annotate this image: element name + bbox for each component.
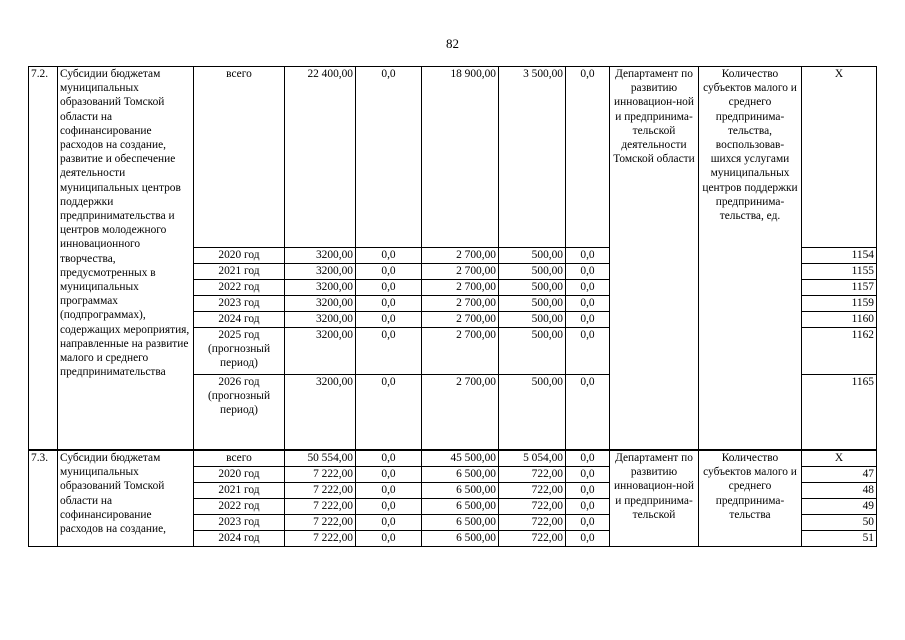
- regional-cell: 2 700,00: [422, 312, 499, 328]
- extrabudget-cell: 0,0: [566, 280, 610, 296]
- total-cell: 3200,00: [285, 328, 356, 375]
- total-cell: 50 554,00: [285, 450, 356, 467]
- period-cell: 2024 год: [194, 531, 285, 547]
- federal-cell: 0,0: [356, 515, 422, 531]
- item-number: 7.2.: [29, 67, 58, 451]
- regional-cell: 18 900,00: [422, 67, 499, 248]
- extrabudget-cell: 0,0: [566, 483, 610, 499]
- federal-cell: 0,0: [356, 264, 422, 280]
- extrabudget-cell: 0,0: [566, 499, 610, 515]
- item-name: Субсидии бюджетам муниципальных образований Томской области на софинансирование расходов на создание,: [58, 450, 194, 547]
- period-cell: 2024 год: [194, 312, 285, 328]
- federal-cell: 0,0: [356, 312, 422, 328]
- federal-cell: 0,0: [356, 483, 422, 499]
- extrabudget-cell: 0,0: [566, 531, 610, 547]
- table-row: [29, 67, 877, 248]
- indicator-value: 51: [802, 531, 877, 547]
- federal-cell: 0,0: [356, 328, 422, 375]
- regional-cell: 6 500,00: [422, 467, 499, 483]
- local-cell: 500,00: [499, 296, 566, 312]
- local-cell: 500,00: [499, 375, 566, 451]
- extrabudget-cell: 0,0: [566, 67, 610, 248]
- indicator-value: 1155: [802, 264, 877, 280]
- period-cell: 2020 год: [194, 467, 285, 483]
- budget-table: [28, 66, 877, 547]
- period-cell: 2020 год: [194, 248, 285, 264]
- indicator-value: 50: [802, 515, 877, 531]
- local-cell: 722,00: [499, 499, 566, 515]
- total-cell: 3200,00: [285, 296, 356, 312]
- extrabudget-cell: 0,0: [566, 328, 610, 375]
- extrabudget-cell: 0,0: [566, 467, 610, 483]
- federal-cell: 0,0: [356, 467, 422, 483]
- extrabudget-cell: 0,0: [566, 450, 610, 467]
- federal-cell: 0,0: [356, 450, 422, 467]
- indicator-value: 47: [802, 467, 877, 483]
- extrabudget-cell: 0,0: [566, 264, 610, 280]
- federal-cell: 0,0: [356, 375, 422, 451]
- local-cell: 500,00: [499, 264, 566, 280]
- indicator-value: 1159: [802, 296, 877, 312]
- regional-cell: 2 700,00: [422, 328, 499, 375]
- indicator-value: 1162: [802, 328, 877, 375]
- total-cell: 3200,00: [285, 280, 356, 296]
- extrabudget-cell: 0,0: [566, 515, 610, 531]
- period-cell: 2023 год: [194, 515, 285, 531]
- period-cell: всего: [194, 67, 285, 248]
- period-cell: 2022 год: [194, 499, 285, 515]
- local-cell: 5 054,00: [499, 450, 566, 467]
- indicator-name: Количество субъектов малого и среднего предпринима-тельства, воспользовав-шихся услугами муниципальных центров поддержки предпринима-тельства, ед.: [699, 67, 802, 451]
- indicator-value: X: [802, 67, 877, 248]
- local-cell: 722,00: [499, 483, 566, 499]
- regional-cell: 6 500,00: [422, 483, 499, 499]
- total-cell: 3200,00: [285, 248, 356, 264]
- responsible-executor: Департамент по развитию инновацион-ной и предпринима-тельской: [610, 450, 699, 547]
- period-cell: всего: [194, 450, 285, 467]
- indicator-value: 1154: [802, 248, 877, 264]
- local-cell: 500,00: [499, 312, 566, 328]
- total-cell: 7 222,00: [285, 467, 356, 483]
- extrabudget-cell: 0,0: [566, 248, 610, 264]
- local-cell: 500,00: [499, 328, 566, 375]
- page-number: 82: [446, 36, 459, 51]
- local-cell: 722,00: [499, 515, 566, 531]
- total-cell: 3200,00: [285, 375, 356, 451]
- period-cell: 2022 год: [194, 280, 285, 296]
- regional-cell: 2 700,00: [422, 248, 499, 264]
- extrabudget-cell: 0,0: [566, 375, 610, 451]
- item-number: 7.3.: [29, 450, 58, 547]
- indicator-value: 1157: [802, 280, 877, 296]
- period-cell: 2023 год: [194, 296, 285, 312]
- regional-cell: 45 500,00: [422, 450, 499, 467]
- regional-cell: 2 700,00: [422, 296, 499, 312]
- indicator-value: 1160: [802, 312, 877, 328]
- regional-cell: 6 500,00: [422, 515, 499, 531]
- indicator-value: X: [802, 450, 877, 467]
- period-cell: 2026 год (прогнозный период): [194, 375, 285, 451]
- extrabudget-cell: 0,0: [566, 312, 610, 328]
- extrabudget-cell: 0,0: [566, 296, 610, 312]
- total-cell: 7 222,00: [285, 515, 356, 531]
- federal-cell: 0,0: [356, 296, 422, 312]
- federal-cell: 0,0: [356, 499, 422, 515]
- period-cell: 2021 год: [194, 483, 285, 499]
- total-cell: 3200,00: [285, 264, 356, 280]
- federal-cell: 0,0: [356, 531, 422, 547]
- regional-cell: 2 700,00: [422, 375, 499, 451]
- regional-cell: 6 500,00: [422, 531, 499, 547]
- responsible-executor: Департамент по развитию инновацион-ной и предпринима-тельской деятельности Томской области: [610, 67, 699, 451]
- indicator-value: 48: [802, 483, 877, 499]
- federal-cell: 0,0: [356, 67, 422, 248]
- local-cell: 500,00: [499, 280, 566, 296]
- table-row: [29, 450, 877, 467]
- total-cell: 7 222,00: [285, 483, 356, 499]
- local-cell: 500,00: [499, 248, 566, 264]
- regional-cell: 6 500,00: [422, 499, 499, 515]
- indicator-name: Количество субъектов малого и среднего предпринима-тельства: [699, 450, 802, 547]
- period-cell: 2021 год: [194, 264, 285, 280]
- total-cell: 7 222,00: [285, 531, 356, 547]
- regional-cell: 2 700,00: [422, 280, 499, 296]
- local-cell: 722,00: [499, 531, 566, 547]
- total-cell: 22 400,00: [285, 67, 356, 248]
- regional-cell: 2 700,00: [422, 264, 499, 280]
- federal-cell: 0,0: [356, 248, 422, 264]
- indicator-value: 49: [802, 499, 877, 515]
- indicator-value: 1165: [802, 375, 877, 451]
- total-cell: 7 222,00: [285, 499, 356, 515]
- period-cell: 2025 год (прогнозный период): [194, 328, 285, 375]
- item-name: Субсидии бюджетам муниципальных образований Томской области на софинансирование расходов на создание, развитие и обеспечение деятельности муниципальных центров поддержки предпринимательства и центров молодежного инновационного творчества, предусмотренных в муниципальных программах (подпрограммах), содержащих мероприятия, направленные на развитие малого и среднего предпринимательства: [58, 67, 194, 451]
- local-cell: 3 500,00: [499, 67, 566, 248]
- total-cell: 3200,00: [285, 312, 356, 328]
- local-cell: 722,00: [499, 467, 566, 483]
- federal-cell: 0,0: [356, 280, 422, 296]
